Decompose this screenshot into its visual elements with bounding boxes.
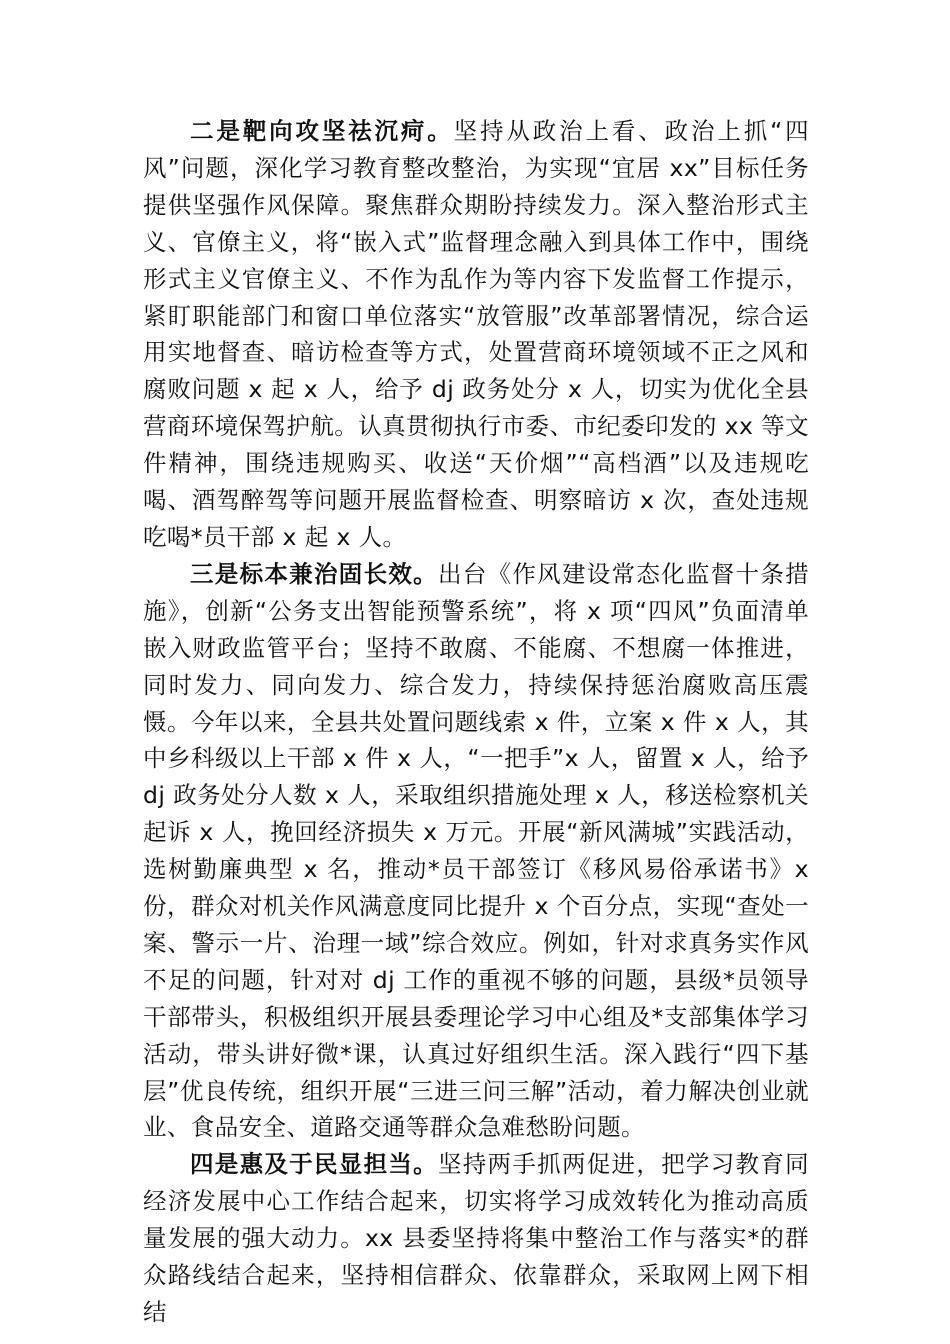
paragraph-3 bbox=[143, 556, 809, 1147]
paragraph-4-heading: 四是惠及于民显担当。 bbox=[190, 1150, 438, 1179]
paragraph-2-text: 坚持从政治上看、政治上抓“四风”问题，深化学习教育整改整治，为实现“宜居 xx”目标任务提供坚强作风保障。聚焦群众期盼持续发力。深入整治形式主义、官僚主义，将“嵌入式”监督理念融入到具体工作中，围绕形式主义官僚主义、不作为乱作为等内容下发监督工作提示，紧盯职能部门和窗口单位落实“放管服”改革部署情况，综合运用实地督查、暗访检查等方式，处置营商环境领域不正之风和腐败问题 x 起 x 人，给予 dj 政务处分 x 人，切实为优化全县营商环境保驾护航。认真贯彻执行市委、市纪委印发的 xx 等文件精神，围绕违规购买、收送“天价烟”“高档酒”以及违规吃喝、酒驾醉驾等问题开展监督检查、明察暗访 x 次，查处违规吃喝*员干部 x 起 x 人。 bbox=[143, 117, 810, 551]
paragraph-3-heading: 三是标本兼治固长效。 bbox=[190, 559, 438, 588]
paragraph-4-text: 坚持两手抓两促进，把学习教育同经济发展中心工作结合起来，切实将学习成效转化为推动高质量发展的强大动力。xx 县委坚持将集中整治工作与落实*的群众路线结合起来，坚持相信群众、依靠群众，采取网上网下相结 bbox=[143, 1150, 810, 1326]
paragraph-2-heading: 二是靶向攻坚祛沉疴。 bbox=[190, 117, 454, 145]
document-body bbox=[143, 113, 809, 1331]
paragraph-2 bbox=[143, 113, 809, 556]
paragraph-4 bbox=[143, 1146, 809, 1331]
paragraph-3-text: 出台《作风建设常态化监督十条措施》，创新“公务支出智能预警系统”，将 x 项“四风”负面清单嵌入财政监管平台；坚持不敢腐、不能腐、不想腐一体推进，同时发力、同向发力、综合发力，持续保持惩治腐败高压震慑。今年以来，全县共处置问题线索 x 件，立案 x 件 x 人，其中乡科级以上干部 x 件 x 人，“一把手”x 人，留置 x 人，给予 dj 政务处分人数 x 人，采取组织措施处理 x 人，移送检察机关起诉 x 人，挽回经济损失 x 万元。开展“新风满城”实践活动，选树勤廉典型 x 名，推动*员干部签订《移风易俗承诺书》x 份，群众对机关作风满意度同比提升 x 个百分点，实现“查处一案、警示一片、治理一域”综合效应。例如，针对求真务实作风不足的问题，针对对 dj 工作的重视不够的问题，县级*员领导干部带头，积极组织开展县委理论学习中心组及*支部集体学习活动，带头讲好微*课，认真过好组织生活。深入践行“四下基层”优良传统，组织开展“三进三问三解”活动，着力解决创业就业、食品安全、道路交通等群众急难愁盼问题。 bbox=[143, 559, 810, 1142]
